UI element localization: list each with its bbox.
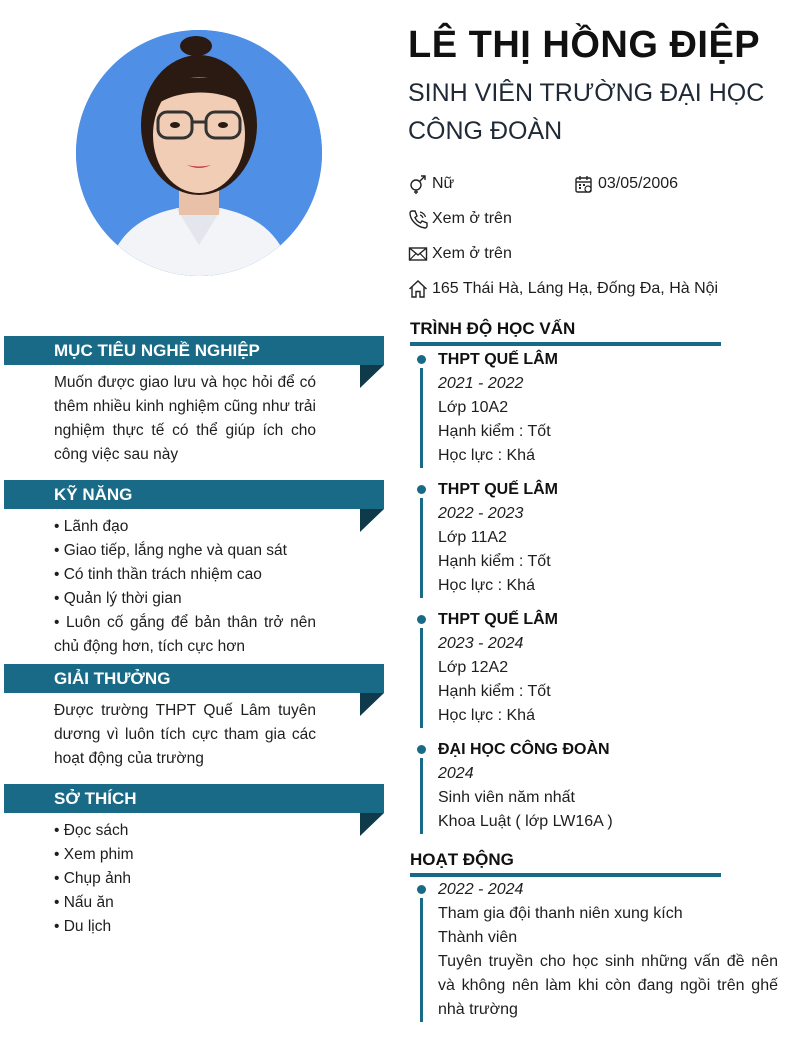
ribbon-fold [360,365,384,388]
activities-heading: HOẠT ĐỘNG [410,850,721,877]
education-detail: Học lực : Khá [438,707,535,724]
timeline-dot [417,615,426,624]
calendar-icon [574,174,594,194]
education-school: ĐẠI HỌC CÔNG ĐOÀN [438,741,610,758]
skill-item: • Luôn cố gắng để bản thân trở nên chủ động hơn, tích cực hơn [54,614,316,655]
education-school: THPT QUẾ LÂM [438,481,558,498]
mail-icon [408,244,428,264]
education-school: THPT QUẾ LÂM [438,611,558,628]
home-icon [408,279,428,299]
gender-icon [408,174,428,194]
education-heading: TRÌNH ĐỘ HỌC VẤN [410,319,721,346]
phone-value: Xem ở trên [432,210,512,227]
ribbon-fold [360,509,384,532]
phone-icon [408,209,428,229]
skill-item: • Có tinh thần trách nhiệm cao [54,566,262,583]
activity-detail: Thành viên [438,929,518,946]
timeline-line [420,898,423,1022]
education-detail: Sinh viên năm nhất [438,789,575,806]
timeline-line [420,368,423,468]
timeline-dot [417,355,426,364]
awards-text: Được trường THPT Quế Lâm tuyên dương vì luôn tích cực tham gia các hoạt động của trường [54,702,316,767]
timeline-line [420,628,423,728]
education-detail: Lớp 10A2 [438,399,509,416]
skills-heading: KỸ NĂNG [4,480,384,509]
birthday-info [574,174,678,194]
education-years: 2021 - 2022 [438,375,524,392]
ribbon-fold [360,693,384,716]
objective-heading: MỤC TIÊU NGHỀ NGHIỆP [4,336,384,365]
timeline-line [420,758,423,834]
hobby-item: • Đọc sách [54,822,129,839]
education-detail: Học lực : Khá [438,577,535,594]
activity-detail: Tham gia đội thanh niên xung kích [438,905,683,922]
activity-years: 2022 - 2024 [438,881,524,898]
hobby-item: • Nấu ăn [54,894,114,911]
address-info [408,279,718,299]
phone-info [408,209,512,229]
objective-text: Muốn được giao lưu và học hỏi để có thêm nhiều kinh nghiệm cũng như trải nghiệm thực tế có thể giúp ích cho công việc sau này [54,374,316,463]
education-detail: Lớp 12A2 [438,659,509,676]
gender-value: Nữ [432,175,455,192]
hobbies-heading: SỞ THÍCH [4,784,384,813]
education-detail: Hạnh kiểm : Tốt [438,423,551,440]
education-years: 2022 - 2023 [438,505,524,522]
ribbon-fold [360,813,384,836]
birthday-value: 03/05/2006 [598,175,679,192]
timeline-dot [417,745,426,754]
education-school: THPT QUẾ LÂM [438,351,558,368]
education-detail: Hạnh kiểm : Tốt [438,683,551,700]
person-subtitle: SINH VIÊN TRƯỜNG ĐẠI HỌC CÔNG ĐOÀN [408,79,765,145]
awards-heading: GIẢI THƯỞNG [4,664,384,693]
hobby-item: • Du lịch [54,918,112,935]
timeline-line [420,498,423,598]
education-detail: Hạnh kiểm : Tốt [438,553,551,570]
person-name: LÊ THỊ HỒNG ĐIỆP [408,24,761,66]
gender-info [408,174,454,194]
hobby-item: • Chụp ảnh [54,870,131,887]
timeline-dot [417,885,426,894]
skill-item: • Quản lý thời gian [54,590,182,607]
address-value: 165 Thái Hà, Láng Hạ, Đống Đa, Hà Nội [432,280,719,297]
skill-item: • Lãnh đạo [54,518,129,535]
education-detail: Lớp 11A2 [438,529,507,546]
activity-detail: Tuyên truyền cho học sinh những vấn đề nên và không nên làm khi còn đang ngồi trên ghế nhà trường [438,953,778,1018]
education-years: 2023 - 2024 [438,635,524,652]
education-detail: Khoa Luật ( lớp LW16A ) [438,813,613,830]
email-value: Xem ở trên [432,245,512,262]
skill-item: • Giao tiếp, lắng nghe và quan sát [54,542,287,559]
education-detail: Học lực : Khá [438,447,535,464]
hobby-item: • Xem phim [54,846,134,863]
timeline-dot [417,485,426,494]
profile-photo [76,30,322,276]
email-info [408,244,512,264]
education-years: 2024 [438,765,474,782]
portrait-illustration [76,30,322,276]
